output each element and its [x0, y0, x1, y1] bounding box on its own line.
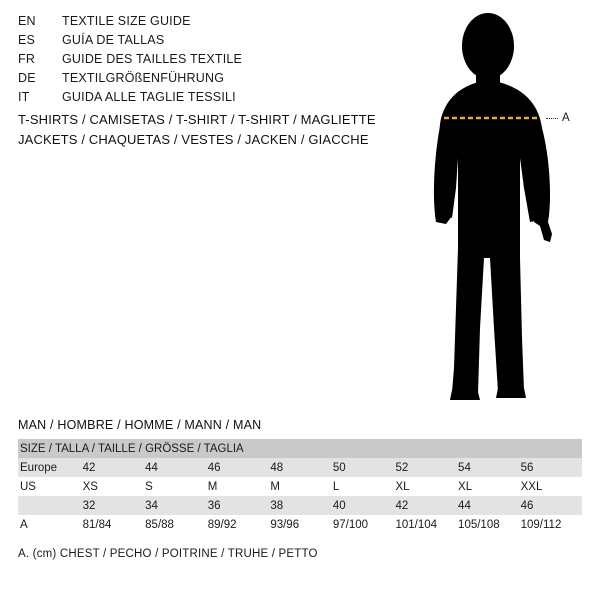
legend-text-en: TEXTILE SIZE GUIDE	[62, 14, 191, 28]
cell-numeric-5: 42	[393, 496, 456, 515]
cell-a-2: 89/92	[206, 515, 269, 534]
legend-row	[18, 14, 388, 33]
cell-a-7: 109/112	[519, 515, 582, 534]
legend-code-de: DE	[18, 71, 36, 85]
legend-row	[18, 33, 388, 52]
table-row	[18, 458, 582, 477]
legend-code-fr: FR	[18, 52, 36, 66]
cell-us-0: XS	[81, 477, 144, 496]
cell-a-5: 101/104	[393, 515, 456, 534]
cell-a-1: 85/88	[143, 515, 206, 534]
cell-europe-3: 48	[268, 458, 331, 477]
row-label-europe: Europe	[18, 458, 81, 477]
cell-europe-0: 42	[81, 458, 144, 477]
legend-code-it: IT	[18, 90, 30, 104]
cell-europe-2: 46	[206, 458, 269, 477]
body-figure	[400, 8, 600, 408]
legend-row	[18, 71, 388, 90]
cell-a-4: 97/100	[331, 515, 394, 534]
cell-numeric-7: 46	[519, 496, 582, 515]
cell-numeric-2: 36	[206, 496, 269, 515]
cell-europe-5: 52	[393, 458, 456, 477]
cell-us-2: M	[206, 477, 269, 496]
garment-line-jackets: JACKETS / CHAQUETAS / VESTES / JACKEN / GIACCHE	[18, 132, 369, 147]
garment-categories	[18, 110, 418, 150]
legend-code-en: EN	[18, 14, 36, 28]
table-footnote: A. (cm) CHEST / PECHO / POITRINE / TRUHE / PETTO	[18, 548, 318, 560]
size-table	[18, 439, 582, 534]
cell-us-7: XXL	[519, 477, 582, 496]
table-row	[18, 515, 582, 534]
cell-europe-1: 44	[143, 458, 206, 477]
cell-a-0: 81/84	[81, 515, 144, 534]
cell-numeric-1: 34	[143, 496, 206, 515]
size-table-block	[18, 418, 582, 560]
table-row	[18, 477, 582, 496]
table-row	[18, 496, 582, 515]
row-label-a: A	[18, 515, 81, 534]
language-legend	[18, 14, 388, 109]
cell-numeric-0: 32	[81, 496, 144, 515]
cell-europe-6: 54	[456, 458, 519, 477]
measure-leader-line	[546, 118, 558, 119]
table-title: MAN / HOMBRE / HOMME / MANN / MAN	[18, 418, 262, 432]
row-label-us: US	[18, 477, 81, 496]
garment-line-tshirts: T-SHIRTS / CAMISETAS / T-SHIRT / T-SHIRT / MAGLIETTE	[18, 112, 376, 127]
cell-numeric-3: 38	[268, 496, 331, 515]
cell-us-5: XL	[393, 477, 456, 496]
legend-text-it: GUIDA ALLE TAGLIE TESSILI	[62, 90, 236, 104]
cell-a-3: 93/96	[268, 515, 331, 534]
chest-measure-label: A	[562, 112, 570, 124]
legend-text-es: GUÍA DE TALLAS	[62, 33, 165, 47]
cell-a-6: 105/108	[456, 515, 519, 534]
row-label-numeric	[18, 496, 81, 515]
cell-europe-4: 50	[331, 458, 394, 477]
legend-text-de: TEXTILGRÖßENFÜHRUNG	[62, 71, 225, 85]
cell-us-4: L	[331, 477, 394, 496]
table-header-row	[18, 439, 582, 458]
cell-europe-7: 56	[519, 458, 582, 477]
cell-us-6: XL	[456, 477, 519, 496]
cell-us-3: M	[268, 477, 331, 496]
legend-row	[18, 90, 388, 109]
cell-numeric-4: 40	[331, 496, 394, 515]
table-header-label: SIZE / TALLA / TAILLE / GRÖSSE / TAGLIA	[18, 439, 582, 458]
male-silhouette-icon	[400, 8, 600, 408]
legend-row	[18, 52, 388, 71]
legend-text-fr: GUIDE DES TAILLES TEXTILE	[62, 52, 243, 66]
cell-us-1: S	[143, 477, 206, 496]
cell-numeric-6: 44	[456, 496, 519, 515]
legend-code-es: ES	[18, 33, 36, 47]
